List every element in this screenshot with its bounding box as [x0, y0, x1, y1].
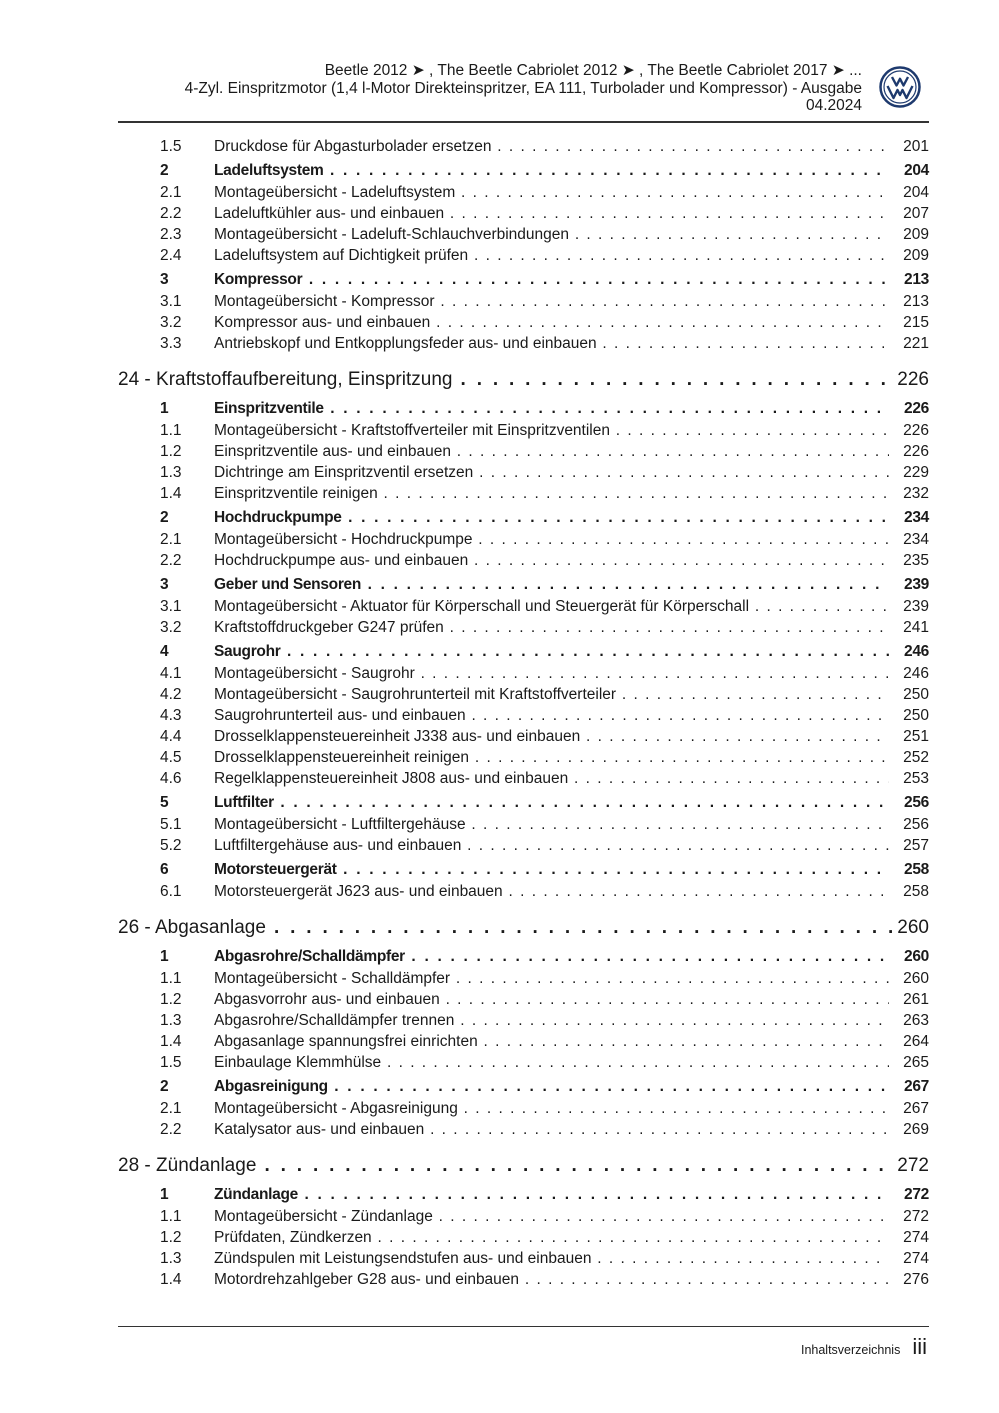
toc-subsection[interactable]	[118, 1246, 929, 1267]
toc-entry-title: Einspritzventile reinigen . . .	[214, 485, 889, 502]
toc-entry-title: Montageübersicht - Luftfiltergehäuse . . .	[214, 816, 889, 833]
toc-entry-number: 4	[160, 643, 169, 660]
toc-entry-title: Dichtringe am Einspritzventil ersetzen . . .	[214, 464, 889, 481]
toc-subsection[interactable]	[118, 418, 929, 439]
toc-section[interactable]	[118, 941, 929, 966]
toc-subsection[interactable]	[118, 1267, 929, 1288]
toc-subsection[interactable]	[118, 1204, 929, 1225]
toc-entry-number: 4.3	[160, 707, 182, 724]
toc-entry-page: 221	[903, 335, 929, 352]
toc-entry-page: 201	[903, 138, 929, 155]
toc-entry-title: Einbaulage Klemmhülse . . .	[214, 1054, 889, 1071]
toc-section[interactable]	[118, 787, 929, 812]
toc-section[interactable]	[118, 264, 929, 289]
toc-entry-page: 257	[903, 837, 929, 854]
toc-entry-title: Prüfdaten, Zündkerzen . . .	[214, 1229, 889, 1246]
toc-entry-number: 1	[160, 400, 169, 417]
toc-entry-number: 1.3	[160, 464, 182, 481]
toc-section[interactable]	[118, 854, 929, 879]
toc-entry-page: 250	[903, 707, 929, 724]
toc-entry-number: 4.5	[160, 749, 182, 766]
toc-entry-title: Hochdruckpumpe . . .	[214, 509, 889, 526]
toc-entry-page: 253	[903, 770, 929, 787]
toc-subsection[interactable]	[118, 1008, 929, 1029]
toc-entry-number: 2	[160, 162, 169, 179]
toc-subsection[interactable]	[118, 1096, 929, 1117]
toc-entry-title: Abgasrohre/Schalldämpfer trennen . . .	[214, 1012, 889, 1029]
toc-entry-page: 272	[897, 1155, 929, 1176]
toc-entry-title: Abgasreinigung . . .	[214, 1078, 889, 1095]
toc-entry-title: Drosselklappensteuereinheit reinigen . . .	[214, 749, 889, 766]
document-header	[118, 62, 862, 115]
toc-entry-number: 2.4	[160, 247, 182, 264]
toc-entry-page: 226	[904, 400, 929, 417]
toc-entry-title: Montageübersicht - Zündanlage . . .	[214, 1208, 889, 1225]
toc-entry-number: 1.2	[160, 991, 182, 1008]
toc-entry-number: 3.2	[160, 619, 182, 636]
toc-entry-title: Montageübersicht - Kraftstoffverteiler mit Einspritzventilen . . .	[214, 422, 889, 439]
toc-entry-page: 252	[903, 749, 929, 766]
toc-entry-title: Montageübersicht - Ladeluftsystem . . .	[214, 184, 889, 201]
toc-subsection[interactable]	[118, 289, 929, 310]
toc-subsection[interactable]	[118, 682, 929, 703]
toc-entry-title: Einspritzventile aus- und einbauen . . .	[214, 443, 889, 460]
toc-entry-title: Montageübersicht - Ladeluft-Schlauchverbindungen . . .	[214, 226, 889, 243]
toc-entry-number: 4.2	[160, 686, 182, 703]
toc-entry-title: 28 - Zündanlage . . .	[118, 1155, 893, 1177]
toc-entry-title: Montageübersicht - Saugrohr . . .	[214, 665, 889, 682]
vw-logo-icon	[879, 66, 921, 108]
toc-entry-title: Montageübersicht - Hochdruckpumpe . . .	[214, 531, 889, 548]
toc-entry-page: 246	[904, 643, 929, 660]
table-of-contents	[118, 134, 929, 1288]
toc-subsection[interactable]	[118, 879, 929, 900]
toc-entry-number: 1.2	[160, 443, 182, 460]
toc-entry-number: 2.3	[160, 226, 182, 243]
toc-entry-page: 234	[903, 531, 929, 548]
toc-entry-number: 3.3	[160, 335, 182, 352]
toc-subsection[interactable]	[118, 1029, 929, 1050]
toc-entry-page: 204	[903, 184, 929, 201]
toc-entry-title: Abgasvorrohr aus- und einbauen . . .	[214, 991, 889, 1008]
toc-entry-title: Geber und Sensoren . . .	[214, 576, 889, 593]
toc-entry-title: Druckdose für Abgasturbolader ersetzen . . .	[214, 138, 889, 155]
toc-section[interactable]	[118, 1179, 929, 1204]
toc-subsection[interactable]	[118, 966, 929, 987]
toc-entry-page: 209	[903, 226, 929, 243]
toc-subsection[interactable]	[118, 661, 929, 682]
toc-subsection[interactable]	[118, 833, 929, 854]
header-divider	[118, 121, 929, 123]
toc-entry-page: 234	[904, 509, 929, 526]
toc-subsection[interactable]	[118, 1225, 929, 1246]
toc-entry-page: 260	[897, 917, 929, 938]
toc-entry-title: Kraftstoffdruckgeber G247 prüfen . . .	[214, 619, 889, 636]
toc-entry-page: 250	[903, 686, 929, 703]
toc-entry-title: Montageübersicht - Kompressor . . .	[214, 293, 889, 310]
footer-section-label: Inhaltsverzeichnis	[800, 1343, 901, 1357]
toc-subsection[interactable]	[118, 460, 929, 481]
toc-entry-page: 204	[904, 162, 929, 179]
toc-subsection[interactable]	[118, 331, 929, 352]
toc-entry-title: Ladeluftkühler aus- und einbauen . . .	[214, 205, 889, 222]
toc-entry-number: 6.1	[160, 883, 182, 900]
toc-entry-page: 239	[903, 598, 929, 615]
toc-entry-page: 229	[903, 464, 929, 481]
toc-entry-title: Zündspulen mit Leistungsendstufen aus- und einbauen . . .	[214, 1250, 889, 1267]
toc-section[interactable]	[118, 502, 929, 527]
toc-entry-page: 241	[903, 619, 929, 636]
toc-entry-number: 2	[160, 509, 169, 526]
toc-entry-number: 3	[160, 271, 169, 288]
toc-subsection[interactable]	[118, 766, 929, 787]
toc-entry-page: 256	[903, 816, 929, 833]
toc-entry-number: 1.3	[160, 1012, 182, 1029]
toc-entry-title: Motorsteuergerät J623 aus- und einbauen . . .	[214, 883, 889, 900]
toc-entry-number: 5	[160, 794, 169, 811]
toc-entry-page: 213	[903, 293, 929, 310]
toc-section[interactable]	[118, 636, 929, 661]
toc-entry-number: 1.5	[160, 138, 182, 155]
toc-entry-title: Katalysator aus- und einbauen . . .	[214, 1121, 889, 1138]
toc-entry-page: 258	[904, 861, 929, 878]
toc-entry-title: Saugrohrunterteil aus- und einbauen . . .	[214, 707, 889, 724]
toc-entry-number: 1.1	[160, 422, 182, 439]
toc-entry-page: 263	[903, 1012, 929, 1029]
toc-entry-title: Abgasanlage spannungsfrei einrichten . . .	[214, 1033, 889, 1050]
toc-entry-page: 258	[903, 883, 929, 900]
toc-entry-page: 267	[903, 1100, 929, 1117]
toc-entry-page: 260	[904, 948, 929, 965]
toc-entry-number: 2.1	[160, 184, 182, 201]
toc-entry-page: 261	[903, 991, 929, 1008]
toc-entry-number: 1.1	[160, 970, 182, 987]
header-edition-date: 04.2024	[805, 97, 862, 114]
toc-entry-page: 232	[903, 485, 929, 502]
toc-entry-title: Montageübersicht - Abgasreinigung . . .	[214, 1100, 889, 1117]
toc-entry-number: 1	[160, 948, 169, 965]
toc-entry-number: 3.1	[160, 598, 182, 615]
toc-entry-page: 269	[903, 1121, 929, 1138]
toc-subsection[interactable]	[118, 201, 929, 222]
toc-subsection[interactable]	[118, 439, 929, 460]
toc-entry-title: Saugrohr . . .	[214, 643, 889, 660]
toc-entry-page: 209	[903, 247, 929, 264]
toc-entry-page: 226	[903, 443, 929, 460]
toc-entry-page: 274	[903, 1250, 929, 1267]
toc-entry-number: 1.5	[160, 1054, 182, 1071]
toc-subsection[interactable]	[118, 594, 929, 615]
toc-entry-number: 1.2	[160, 1229, 182, 1246]
toc-entry-number: 4.1	[160, 665, 182, 682]
toc-subsection[interactable]	[118, 812, 929, 833]
toc-entry-number: 3.2	[160, 314, 182, 331]
toc-entry-number: 2.2	[160, 205, 182, 222]
toc-entry-number: 2	[160, 1078, 169, 1095]
toc-entry-title: Ladeluftsystem . . .	[214, 162, 889, 179]
toc-entry-page: 215	[903, 314, 929, 331]
toc-subsection[interactable]	[118, 1050, 929, 1071]
toc-entry-page: 226	[903, 422, 929, 439]
toc-entry-number: 6	[160, 861, 169, 878]
toc-entry-page: 239	[904, 576, 929, 593]
toc-entry-title: 26 - Abgasanlage . . .	[118, 917, 893, 939]
toc-section[interactable]	[118, 1071, 929, 1096]
header-engine-line: 4-Zyl. Einspritzmotor (1,4 l-Motor Direkteinspritzer, EA 111, Turbolader und Kompressor) - Ausgabe	[184, 79, 862, 97]
toc-section[interactable]	[118, 569, 929, 594]
toc-subsection[interactable]	[118, 180, 929, 201]
toc-entry-title: 24 - Kraftstoffaufbereitung, Einspritzung . . .	[118, 369, 893, 391]
toc-subsection[interactable]	[118, 745, 929, 766]
toc-subsection[interactable]	[118, 615, 929, 636]
toc-entry-number: 1.3	[160, 1250, 182, 1267]
toc-entry-page: 213	[904, 271, 929, 288]
toc-subsection[interactable]	[118, 243, 929, 264]
toc-entry-number: 1.1	[160, 1208, 182, 1225]
toc-entry-number: 1.4	[160, 485, 182, 502]
toc-entry-page: 251	[903, 728, 929, 745]
toc-chapter[interactable]	[118, 1149, 929, 1179]
toc-entry-title: Montageübersicht - Aktuator für Körperschall und Steuergerät für Körperschall . . .	[214, 598, 889, 615]
toc-entry-title: Luftfilter . . .	[214, 794, 889, 811]
toc-entry-number: 2.1	[160, 1100, 182, 1117]
toc-entry-number: 1	[160, 1186, 169, 1203]
toc-entry-number: 5.1	[160, 816, 182, 833]
toc-entry-title: Montageübersicht - Saugrohrunterteil mit Kraftstoffverteiler . . .	[214, 686, 889, 703]
toc-entry-page: 207	[903, 205, 929, 222]
toc-entry-number: 1.4	[160, 1033, 182, 1050]
footer-divider	[118, 1326, 929, 1327]
toc-entry-page: 256	[904, 794, 929, 811]
toc-entry-page: 265	[903, 1054, 929, 1071]
toc-entry-title: Drosselklappensteuereinheit J338 aus- und einbauen . . .	[214, 728, 889, 745]
toc-entry-title: Motordrehzahlgeber G28 aus- und einbauen . . .	[214, 1271, 889, 1288]
header-vehicle-line: Beetle 2012 ➤ , The Beetle Cabriolet 2012 ➤ , The Beetle Cabriolet 2017 ➤ ...	[324, 62, 862, 79]
toc-entry-title: Kompressor aus- und einbauen . . .	[214, 314, 889, 331]
toc-entry-page: 264	[903, 1033, 929, 1050]
toc-section[interactable]	[118, 155, 929, 180]
toc-entry-page: 226	[897, 369, 929, 390]
toc-entry-number: 3	[160, 576, 169, 593]
toc-entry-number: 3.1	[160, 293, 182, 310]
toc-entry-title: Einspritzventile . . .	[214, 400, 889, 417]
toc-entry-page: 235	[903, 552, 929, 569]
toc-entry-page: 272	[903, 1208, 929, 1225]
toc-chapter[interactable]	[118, 363, 929, 393]
toc-subsection[interactable]	[118, 724, 929, 745]
footer-page-number: iii	[912, 1334, 927, 1359]
toc-entry-title: Abgasrohre/Schalldämpfer . . .	[214, 948, 889, 965]
toc-subsection[interactable]	[118, 548, 929, 569]
toc-subsection[interactable]	[118, 987, 929, 1008]
toc-section[interactable]	[118, 393, 929, 418]
toc-entry-page: 267	[904, 1078, 929, 1095]
toc-entry-number: 2.2	[160, 552, 182, 569]
toc-subsection[interactable]	[118, 527, 929, 548]
toc-entry-title: Zündanlage . . .	[214, 1186, 889, 1203]
toc-entry-number: 1.4	[160, 1271, 182, 1288]
toc-entry-number: 4.6	[160, 770, 182, 787]
toc-entry-number: 4.4	[160, 728, 182, 745]
toc-subsection[interactable]	[118, 134, 929, 155]
toc-entry-number: 2.1	[160, 531, 182, 548]
toc-entry-title: Kompressor . . .	[214, 271, 889, 288]
toc-entry-title: Luftfiltergehäuse aus- und einbauen . . .	[214, 837, 889, 854]
toc-entry-title: Hochdruckpumpe aus- und einbauen . . .	[214, 552, 889, 569]
toc-entry-page: 246	[903, 665, 929, 682]
toc-subsection[interactable]	[118, 481, 929, 502]
toc-entry-title: Antriebskopf und Entkopplungsfeder aus- und einbauen . . .	[214, 335, 889, 352]
toc-entry-page: 276	[903, 1271, 929, 1288]
toc-entry-number: 5.2	[160, 837, 182, 854]
toc-entry-page: 274	[903, 1229, 929, 1246]
page-footer	[801, 1334, 927, 1358]
toc-subsection[interactable]	[118, 222, 929, 243]
toc-entry-title: Motorsteuergerät . . .	[214, 861, 889, 878]
toc-entry-page: 260	[903, 970, 929, 987]
toc-entry-title: Regelklappensteuereinheit J808 aus- und einbauen . . .	[214, 770, 889, 787]
toc-entry-page: 272	[904, 1186, 929, 1203]
toc-subsection[interactable]	[118, 310, 929, 331]
toc-entry-number: 2.2	[160, 1121, 182, 1138]
toc-subsection[interactable]	[118, 1117, 929, 1138]
toc-chapter[interactable]	[118, 911, 929, 941]
toc-subsection[interactable]	[118, 703, 929, 724]
toc-entry-title: Ladeluftsystem auf Dichtigkeit prüfen . . .	[214, 247, 889, 264]
toc-entry-title: Montageübersicht - Schalldämpfer . . .	[214, 970, 889, 987]
